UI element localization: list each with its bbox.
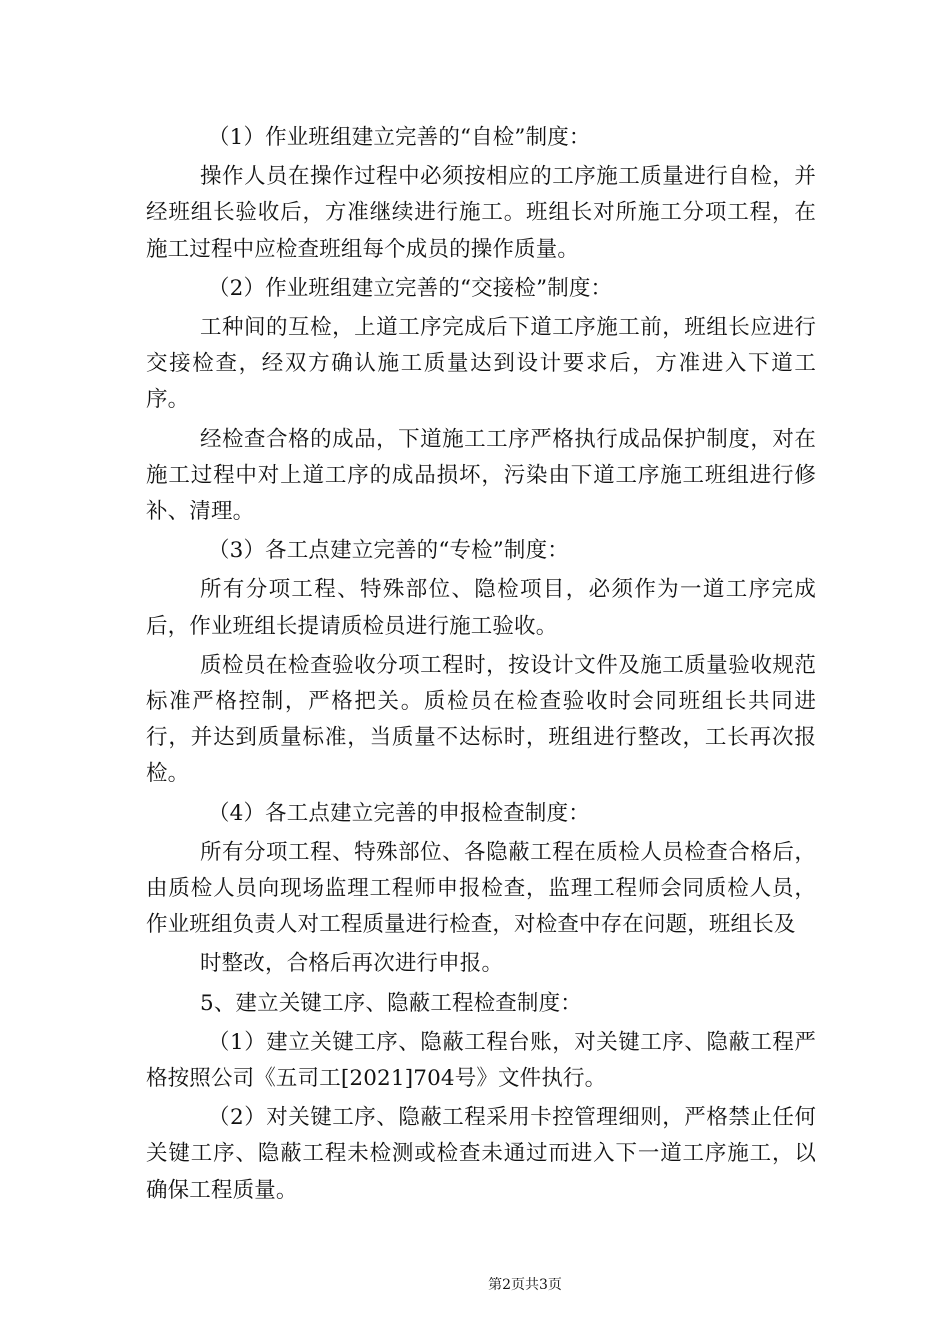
section-heading-handover-check: （2）作业班组建立完善的“交接检”制度： xyxy=(208,275,613,301)
section-heading-key-process: 5、建立关键工序、隐蔽工程检查制度： xyxy=(200,990,582,1016)
section-heading-report-check: （4）各工点建立完善的申报检查制度： xyxy=(208,800,590,826)
document-body xyxy=(146,120,816,1212)
paragraph-inspector-acceptance: 质检员在检查验收分项工程时，按设计文件及施工质量验收规范标准严格控制，严格把关。质检员在检查验收时会同班组长共同进行，并达到质量标准，当质量不达标时，班组进行整改，工长再次报检。 xyxy=(146,652,816,787)
paragraph-mutual-check: 工种间的互检，上道工序完成后下道工序施工前，班组长应进行交接检查，经双方确认施工质量达到设计要求后，方准进入下道工序。 xyxy=(146,315,816,413)
paragraph-report-check: 所有分项工程、特殊部位、各隐蔽工程在质检人员检查合格后，由质检人员向现场监理工程师申报检查，监理工程师会同质检人员，作业班组负责人对工程质量进行检查，对检查中存在问题，班组长及 xyxy=(146,839,816,938)
paragraph-key-process-control: （2）对关键工序、隐蔽工程采用卡控管理细则，严格禁止任何关键工序、隐蔽工程未检测或检查未通过而进入下一道工序施工，以确保工程质量。 xyxy=(146,1105,816,1203)
paragraph-product-protection: 经检查合格的成品，下道施工工序严格执行成品保护制度，对在施工过程中对上道工序的成品损坏，污染由下道工序施工班组进行修补、清理。 xyxy=(146,426,816,525)
section-heading-special-check: （3）各工点建立完善的“专检”制度： xyxy=(208,538,569,564)
paragraph-self-check: 操作人员在操作过程中必须按相应的工序施工质量进行自检，并经班组长验收后，方准继续进行施工。班组长对所施工分项工程，在施工过程中应检查班组每个成员的操作质量。 xyxy=(146,164,816,262)
paragraph-rectification: 时整改，合格后再次进行申报。 xyxy=(200,951,504,977)
section-heading-self-check: （1）作业班组建立完善的“自检”制度： xyxy=(208,125,591,150)
page-number-footer: 第2页共3页 xyxy=(488,1277,562,1293)
paragraph-key-process-ledger: （1）建立关键工序、隐蔽工程台账，对关键工序、隐蔽工程严格按照公司《五司工[2021]704号》文件执行。 xyxy=(146,1029,816,1092)
paragraph-special-check: 所有分项工程、特殊部位、隐检项目，必须作为一道工序完成后，作业班组长提请质检员进行施工验收。 xyxy=(146,577,816,639)
